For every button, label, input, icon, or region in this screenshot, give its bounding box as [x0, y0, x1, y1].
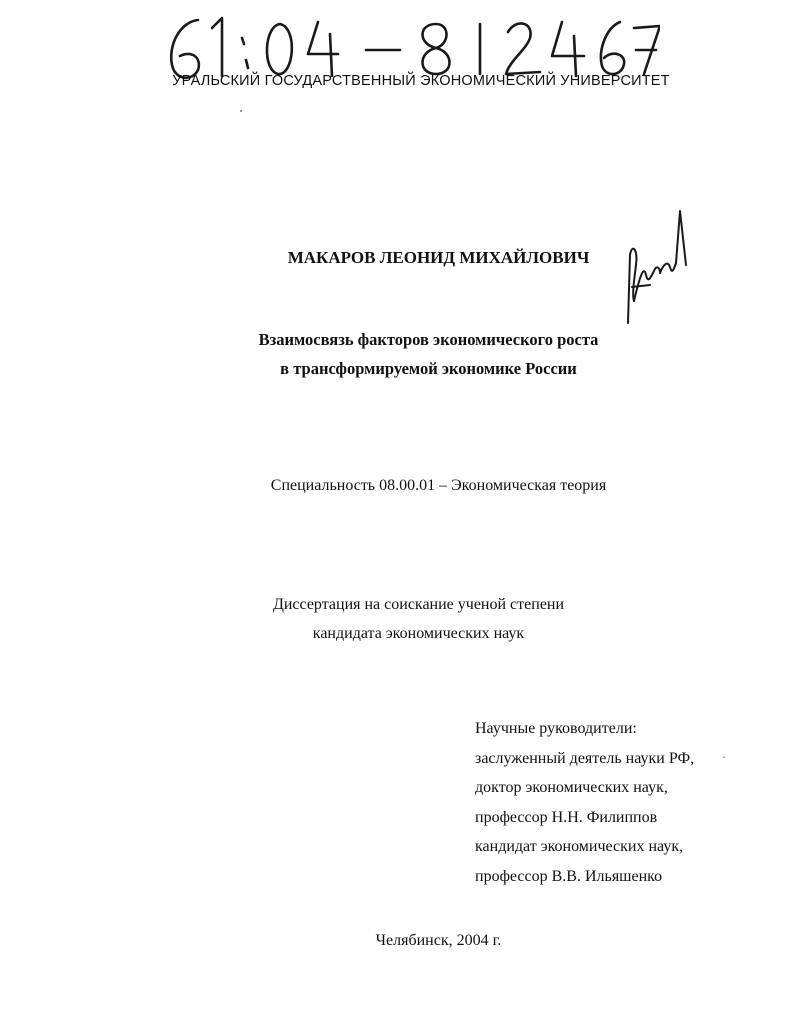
- supervisor-line: профессор Н.Н. Филиппов: [475, 808, 658, 826]
- degree-statement-line-2: кандидата экономических наук: [312, 625, 525, 642]
- author-name: МАКАРОВ ЛЕОНИД МИХАЙЛОВИЧ: [287, 248, 590, 267]
- supervisor-line: доктор экономических наук,: [475, 779, 668, 796]
- scan-speck: ·: [722, 750, 726, 764]
- scan-speck: [240, 110, 242, 112]
- dissertation-title-line-2: в трансформируемой экономике России: [280, 359, 577, 378]
- dissertation-title-line-1: Взаимосвязь факторов экономического роста: [258, 330, 599, 349]
- supervisors-heading: Научные руководители:: [475, 720, 637, 737]
- specialty: Специальность 08.00.01 – Экономическая теория: [270, 477, 607, 494]
- handwritten-signature: [610, 205, 695, 330]
- city-and-year: Челябинск, 2004 г.: [375, 932, 502, 949]
- degree-statement-line-1: Диссертация на соискание ученой степени: [272, 596, 565, 613]
- supervisor-line: профессор В.В. Ильяшенко: [475, 867, 663, 885]
- supervisor-line: заслуженный деятель науки РФ,: [475, 749, 695, 767]
- supervisors-block: [475, 714, 694, 891]
- supervisor-line: кандидат экономических наук,: [475, 838, 684, 855]
- university-name: УРАЛЬСКИЙ ГОСУДАРСТВЕННЫЙ ЭКОНОМИЧЕСКИЙ УНИВЕРСИТЕТ: [172, 73, 670, 89]
